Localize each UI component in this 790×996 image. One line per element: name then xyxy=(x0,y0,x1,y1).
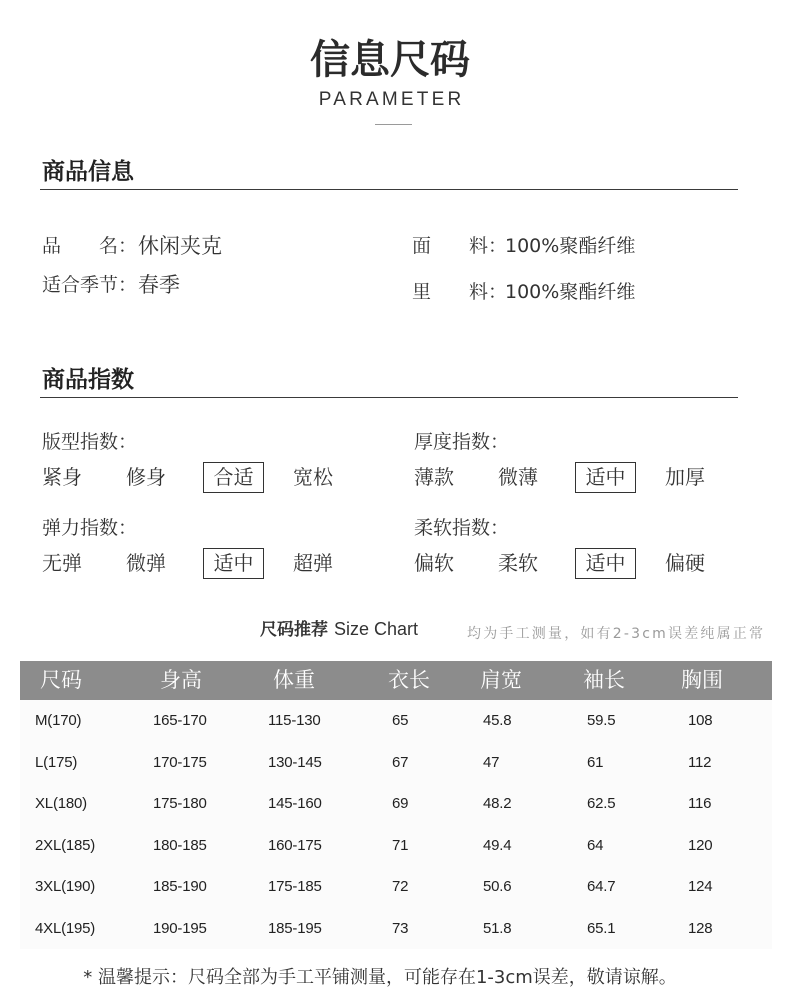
elasticity-index-label: 弹力指数： xyxy=(42,517,138,539)
index-option: 加厚 xyxy=(665,464,705,489)
elasticity-index-group xyxy=(42,516,352,580)
size-chart-title-en: Size Chart xyxy=(334,619,419,639)
table-cell-size: M(170) xyxy=(35,712,82,729)
table-cell-shoulder: 51.8 xyxy=(483,919,512,937)
table-cell-length: 71 xyxy=(392,836,409,854)
product-info-heading: 商品信息 xyxy=(42,159,134,185)
fit-index-options xyxy=(42,462,352,493)
table-cell-weight: 115-130 xyxy=(268,712,321,729)
elasticity-index-options xyxy=(42,548,352,579)
product-info-divider xyxy=(40,189,738,190)
table-cell-height: 170-175 xyxy=(153,753,207,771)
table-cell-chest: 124 xyxy=(688,878,713,895)
season-label: 适合季节： xyxy=(42,274,138,296)
softness-index-group xyxy=(414,516,724,580)
thickness-index-options xyxy=(414,462,724,493)
softness-index-label: 柔软指数： xyxy=(414,517,510,539)
table-row xyxy=(20,908,772,950)
table-cell-sleeve: 64.7 xyxy=(587,878,616,895)
thickness-index-group xyxy=(414,430,724,494)
measurement-note: 均为手工测量，如有2-3cm误差纯属正常 xyxy=(467,626,766,642)
table-cell-weight: 160-175 xyxy=(268,836,322,854)
column-header-length: 衣长 xyxy=(388,668,430,692)
table-cell-length: 73 xyxy=(392,919,409,937)
table-cell-weight: 185-195 xyxy=(268,919,322,937)
table-cell-height: 175-180 xyxy=(153,795,207,812)
index-option: 宽松 xyxy=(293,464,333,489)
shell-fabric-label: 面 料： xyxy=(412,235,508,257)
size-chart-title xyxy=(260,617,418,642)
index-option: 适中 xyxy=(575,548,636,579)
column-header-size: 尺码 xyxy=(40,668,82,692)
table-row xyxy=(20,742,772,784)
table-cell-length: 65 xyxy=(392,712,409,729)
index-option: 薄款 xyxy=(414,464,454,489)
table-cell-height: 185-190 xyxy=(153,878,207,895)
column-header-sleeve: 袖长 xyxy=(583,668,625,692)
table-cell-size: L(175) xyxy=(35,753,78,771)
index-option: 柔软 xyxy=(498,550,538,575)
table-cell-sleeve: 65.1 xyxy=(587,919,616,937)
index-option: 修身 xyxy=(126,464,166,489)
product-index-heading: 商品指数 xyxy=(42,367,134,393)
table-cell-sleeve: 59.5 xyxy=(587,712,616,729)
size-table-header xyxy=(20,661,772,700)
index-option: 超弹 xyxy=(293,550,333,575)
table-cell-height: 180-185 xyxy=(153,836,207,854)
title-divider xyxy=(375,124,412,125)
size-table-body xyxy=(20,700,772,949)
table-cell-length: 67 xyxy=(392,753,409,771)
thickness-index-label: 厚度指数： xyxy=(414,431,510,453)
index-option: 紧身 xyxy=(42,464,82,489)
lining-label: 里 料： xyxy=(412,281,508,303)
table-row xyxy=(20,783,772,825)
table-row xyxy=(20,866,772,908)
index-option: 适中 xyxy=(575,462,636,493)
table-cell-shoulder: 45.8 xyxy=(483,712,512,729)
table-cell-weight: 145-160 xyxy=(268,795,322,812)
fit-index-label: 版型指数： xyxy=(42,431,138,453)
table-cell-sleeve: 64 xyxy=(587,836,604,854)
table-cell-sleeve: 62.5 xyxy=(587,795,616,812)
product-index-divider xyxy=(40,397,738,398)
page-subtitle: PARAMETER xyxy=(318,89,465,110)
table-cell-chest: 128 xyxy=(688,919,713,937)
table-cell-sleeve: 61 xyxy=(587,753,604,771)
index-option: 微弹 xyxy=(126,550,166,575)
table-row xyxy=(20,700,772,742)
product-name-label: 品 名： xyxy=(42,235,138,257)
table-cell-shoulder: 49.4 xyxy=(483,836,512,854)
table-cell-chest: 116 xyxy=(688,795,712,812)
table-cell-length: 72 xyxy=(392,878,409,895)
column-header-height: 身高 xyxy=(160,668,202,692)
table-cell-weight: 175-185 xyxy=(268,878,322,895)
table-cell-shoulder: 50.6 xyxy=(483,878,512,895)
index-option: 适中 xyxy=(203,548,264,579)
table-cell-height: 190-195 xyxy=(153,919,207,937)
table-cell-shoulder: 47 xyxy=(483,753,500,771)
table-cell-length: 69 xyxy=(392,795,409,812)
table-cell-chest: 112 xyxy=(688,753,712,771)
page-title: 信息尺码 xyxy=(310,37,470,83)
season-value: 春季 xyxy=(138,273,180,297)
index-option: 微薄 xyxy=(498,464,538,489)
table-cell-weight: 130-145 xyxy=(268,753,322,771)
table-cell-size: 2XL(185) xyxy=(35,836,96,854)
table-cell-height: 165-170 xyxy=(153,712,207,729)
fit-index-group xyxy=(42,430,352,494)
table-row xyxy=(20,825,772,867)
table-cell-size: 4XL(195) xyxy=(35,919,96,937)
table-cell-size: 3XL(190) xyxy=(35,878,96,895)
table-cell-chest: 120 xyxy=(688,836,713,854)
table-cell-size: XL(180) xyxy=(35,795,87,812)
index-option: 无弹 xyxy=(42,550,82,575)
product-name-value: 休闲夹克 xyxy=(138,234,222,258)
lining-value: 100%聚酯纤维 xyxy=(505,281,636,303)
table-cell-chest: 108 xyxy=(688,712,713,729)
footer-tip: * 温馨提示：尺码全部为手工平铺测量，可能存在1-3cm误差，敬请谅解。 xyxy=(83,967,677,988)
index-option: 偏硬 xyxy=(665,550,705,575)
column-header-chest: 胸围 xyxy=(681,668,723,692)
softness-index-options xyxy=(414,548,724,579)
column-header-shoulder: 肩宽 xyxy=(480,668,522,692)
shell-fabric-value: 100%聚酯纤维 xyxy=(505,235,636,257)
index-option: 合适 xyxy=(203,462,264,493)
column-header-weight: 体重 xyxy=(273,668,315,692)
size-chart-title-cn: 尺码推荐 xyxy=(260,620,328,640)
table-cell-shoulder: 48.2 xyxy=(483,795,512,812)
index-option: 偏软 xyxy=(414,550,454,575)
